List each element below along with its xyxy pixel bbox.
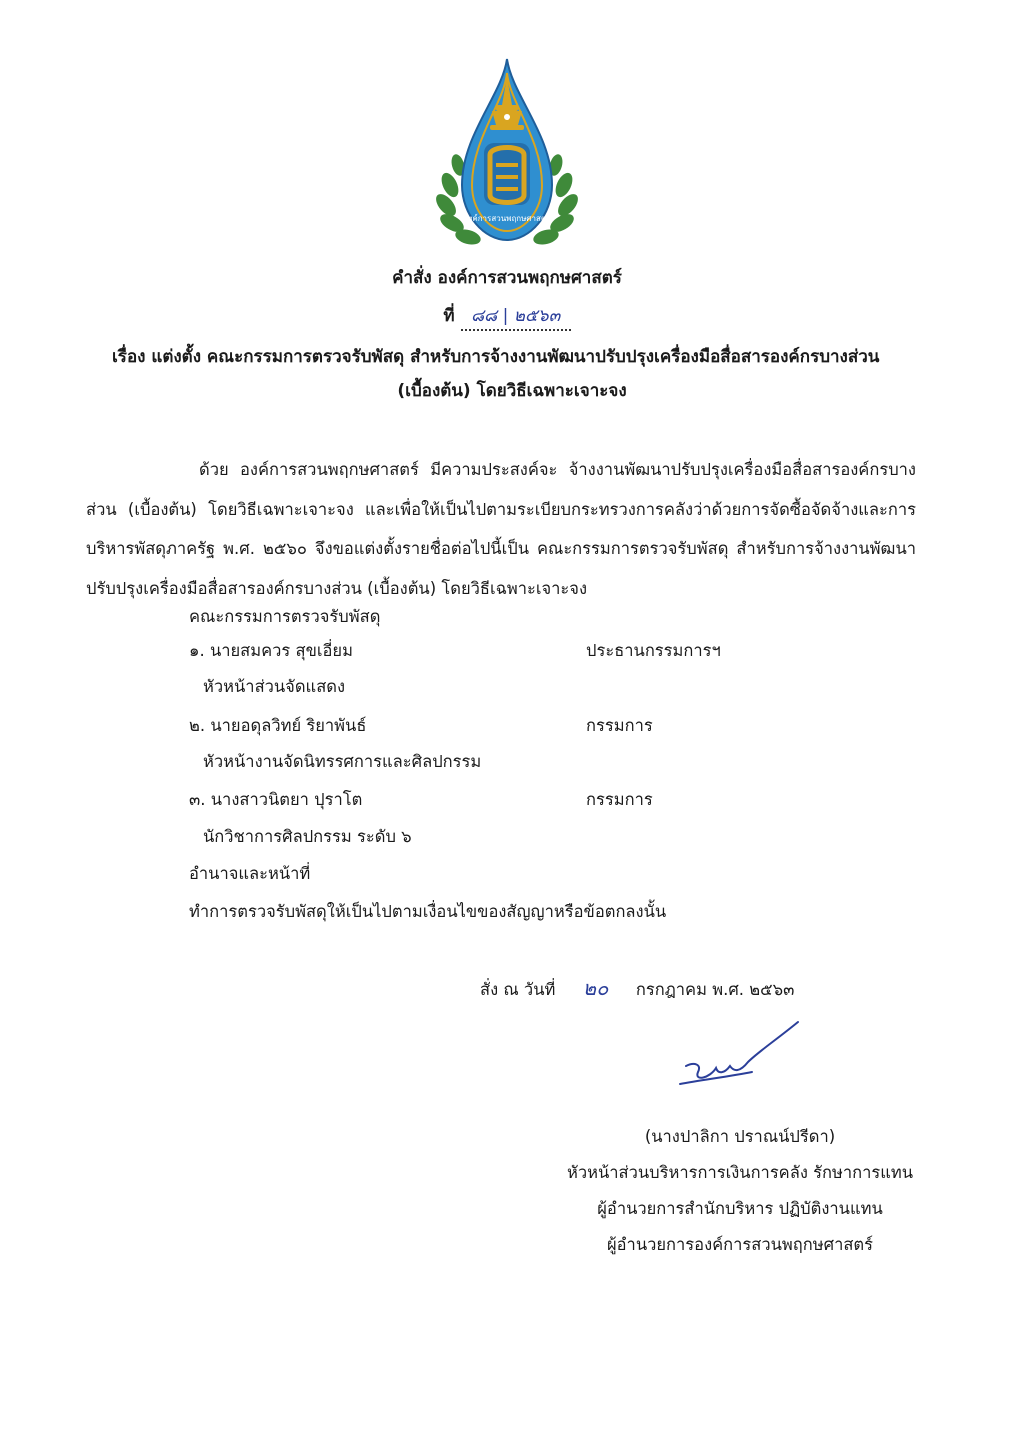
member-2-position: หัวหน้างานจัดนิทรรศการและศิลปกรรม <box>203 752 482 771</box>
order-date <box>480 972 794 1004</box>
order-number-line <box>0 302 1014 331</box>
organization-logo <box>432 55 582 255</box>
duty-text: ทำการตรวจรับพัสดุให้เป็นไปตามเงื่อนไขของสัญญาหรือข้อตกลงนั้น <box>189 902 667 921</box>
signatory-title-1: หัวหน้าส่วนบริหารการเงินการคลัง รักษาการแทน <box>566 1163 914 1182</box>
subject-line-2: (เบื้องต้น) โดยวิธีเฉพาะเจาะจง <box>397 381 627 401</box>
duty-heading: อำนาจและหน้าที่ <box>189 864 311 883</box>
member-2-name: ๒. นายอดุลวิทย์ ริยาพันธ์ <box>189 716 367 735</box>
logo-ring-text: องค์การสวนพฤกษศาสตร์ <box>463 214 551 223</box>
order-number-field <box>461 302 571 331</box>
monogram-emblem <box>484 143 530 205</box>
member-2-role: กรรมการ <box>586 716 653 735</box>
member-1-role: ประธานกรรมการฯ <box>586 641 721 660</box>
order-date-day: ๒๐ <box>582 976 609 1000</box>
subject-line-1: เรื่อง แต่งตั้ง คณะกรรมการตรวจรับพัสดุ สำหรับการจ้างงานพัฒนาปรับปรุงเครื่องมือสื่อสารองค์กรบางส่วน <box>112 347 880 367</box>
signatory-title-3: ผู้อำนวยการองค์การสวนพฤกษศาสตร์ <box>606 1235 874 1254</box>
member-3-position: นักวิชาการศิลปกรรม ระดับ ๖ <box>203 827 412 846</box>
signatory-name: (นางปาลิกา ปราณน์ปรีดา) <box>644 1127 836 1146</box>
committee-heading: คณะกรรมการตรวจรับพัสดุ <box>189 607 381 626</box>
signatory-title-2: ผู้อำนวยการสำนักบริหาร ปฏิบัติงานแทน <box>597 1199 883 1218</box>
order-date-prefix: สั่ง ณ วันที่ <box>480 980 556 999</box>
member-3-role: กรรมการ <box>586 790 653 809</box>
order-number-prefix: ที่ <box>443 306 455 326</box>
member-1-name: ๑. นายสมควร สุขเอี่ยม <box>189 641 353 660</box>
order-number-handwritten: ๘๘ | ๒๕๖๓ <box>470 306 561 326</box>
member-3-name: ๓. นางสาวนิตยา ปุราโต <box>189 790 363 809</box>
body-paragraph: ด้วย องค์การสวนพฤกษศาสตร์ มีความประสงค์จะ จ้างงานพัฒนาปรับปรุงเครื่องมือสื่อสารองค์กรบางส่วน (เบื้องต้น) โดยวิธีเฉพาะเจาะจง และเพื่อให้เป็นไปตามระเบียบกระทรวงการคลังว่าด้วยการจัดซื้อจัดจ้างและการบริหารพัสดุภาครัฐ พ.ศ. ๒๕๖๐ จึงขอแต่งตั้งรายชื่อต่อไปนี้เป็น คณะกรรมการตรวจรับพัสดุ สำหรับการจ้างงานพัฒนาปรับปรุงเครื่องมือสื่อสารองค์กรบางส่วน (เบื้องต้น) โดยวิธีเฉพาะเจาะจง <box>86 460 916 598</box>
member-1-position: หัวหน้าส่วนจัดแสดง <box>203 677 346 696</box>
handwritten-signature <box>672 1012 812 1102</box>
order-date-month-year: กรกฎาคม พ.ศ. ๒๕๖๓ <box>635 980 795 999</box>
subject-block <box>112 340 912 408</box>
document-title: คำสั่ง องค์การสวนพฤกษศาสตร์ <box>392 268 622 288</box>
